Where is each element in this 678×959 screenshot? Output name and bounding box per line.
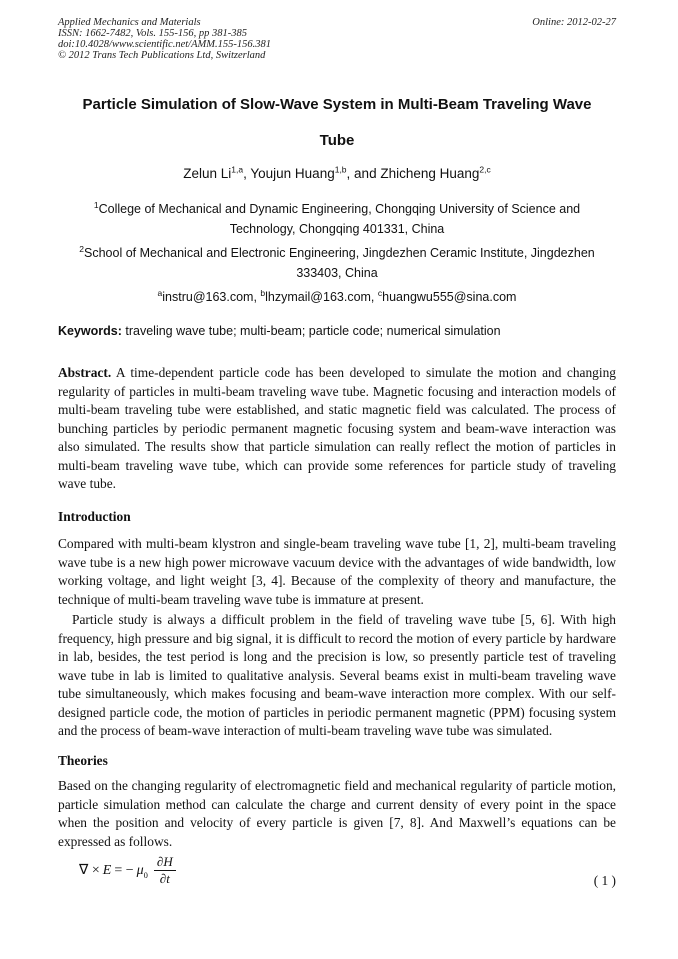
mu-symbol: μ <box>136 862 144 878</box>
abstract-paragraph <box>58 364 616 494</box>
abstract-text: A time-dependent particle code has been developed to simulate the motion and changing regularity of particles in multi-beam traveling wave tube. Magnetic focusing and interaction models of multi-beam traveling tube were established, and static magnetic field was calculated. The process of bunching particles by periodic permanent magnetic focusing system and beam-wave interaction was also simulated. The results show that particle simulation can really reflect the motion of particles in multi-beam traveling wave tube, which can provide some references for particle study of traveling wave tube. <box>58 365 616 491</box>
introduction-paragraph-2: Particle study is always a difficult problem in the field of traveling wave tube [5, 6]. With high frequency, high pressure and big signal, it is difficult to record the motion of every particle by hardware in lab, besides, the test period is long and the precision is low, so presently particle test of traveling wave tube in lab is limited to qualitative analysis. Several beams exist in multi-beam traveling wave tube simultaneously, which makes focusing and beam-wave interaction more complex. With our self-designed particle code, the motion of particles in periodic permanent magnetic (PPM) focusing system and the process of beam-wave interaction of multi-beam traveling wave tube was simulated. <box>58 612 616 738</box>
email-b-sup: b <box>260 287 266 298</box>
email-a: instru@163.com, <box>162 290 261 304</box>
keywords-label: Keywords: <box>58 324 122 338</box>
author-2-sup: 1,b <box>334 164 347 175</box>
electric-field-symbol: E <box>102 862 112 878</box>
equals-minus-operator: = − <box>114 862 134 878</box>
journal-header <box>58 17 616 61</box>
affiliation-1-sup: 1 <box>93 199 99 210</box>
online-date: Online: 2012-02-27 <box>532 17 616 28</box>
journal-header-left <box>58 17 271 61</box>
affiliation-1 <box>77 200 597 239</box>
equation-number: ( 1 ) <box>593 873 616 888</box>
author-sep-2: , and <box>346 166 381 181</box>
copyright-line: © 2012 Trans Tech Publications Ltd, Switzerland <box>58 50 266 61</box>
theories-paragraph: Based on the changing regularity of electromagnetic field and mechanical regularity of particle motion, particle simulation method can calculate the charge and current density of every point in the space when the position and velocity of every particle is given [7, 8]. And Maxwell’s equations can be expressed as follows. <box>58 778 616 849</box>
fraction <box>154 855 176 886</box>
email-c: huangwu555@sina.com <box>382 290 517 304</box>
affiliation-2-text: School of Mechanical and Electronic Engineering, Jingdezhen Ceramic Institute, Jingdezhen 333403, China <box>84 246 595 280</box>
section-heading-introduction: Introduction <box>58 508 131 524</box>
affiliation-2-sup: 2 <box>79 243 84 254</box>
author-3-sup: 2,c <box>479 164 491 175</box>
author-sep-1: , <box>243 166 251 181</box>
abstract-label: Abstract. <box>58 365 112 380</box>
section-heading-theories: Theories <box>58 752 108 768</box>
author-1: Zelun Li <box>183 166 232 181</box>
paper-title <box>58 87 616 159</box>
email-a-sup: a <box>157 287 163 298</box>
emails-line <box>58 288 616 307</box>
fraction-numerator: ∂H <box>154 855 176 871</box>
mu-subscript: 0 <box>143 869 148 880</box>
authors-line <box>58 164 616 184</box>
doi-line: doi:10.4028/www.scientific.net/AMM.155-156.381 <box>58 39 271 50</box>
author-1-sup: 1,a <box>231 164 244 175</box>
email-b: lhzymail@163.com, <box>265 290 378 304</box>
email-c-sup: c <box>377 287 383 298</box>
paper-title-line2: Tube <box>319 132 355 149</box>
keywords-text: traveling wave tube; multi-beam; particle code; numerical simulation <box>121 324 501 338</box>
equation-1 <box>76 855 176 886</box>
affiliation-1-text: College of Mechanical and Dynamic Engineering, Chongqing University of Science and Technology, Chongqing 401331, China <box>98 202 581 236</box>
paper-title-line1: Particle Simulation of Slow-Wave System in Multi-Beam Traveling Wave <box>82 96 592 113</box>
keywords-line <box>58 322 616 340</box>
author-3: Zhicheng Huang <box>380 166 480 181</box>
introduction-paragraph-1: Compared with multi-beam klystron and single-beam traveling wave tube [1, 2], multi-beam traveling wave tube is a new high power microwave vacuum device with the advantages of wide bandwidth, low working voltage, and light weight [3, 4]. Because of the complexity of theory and manufacture, the technique of multi-beam traveling wave tube is immature at present. <box>58 536 616 607</box>
author-2: Youjun Huang <box>250 166 335 181</box>
journal-name: Applied Mechanics and Materials <box>58 17 201 28</box>
issn-line: ISSN: 1662-7482, Vols. 155-156, pp 381-385 <box>58 28 247 39</box>
equation-row <box>58 855 616 889</box>
affiliation-2 <box>63 244 611 283</box>
nabla-cross-operator: ∇ × <box>79 863 100 878</box>
fraction-denominator: ∂t <box>159 871 170 886</box>
